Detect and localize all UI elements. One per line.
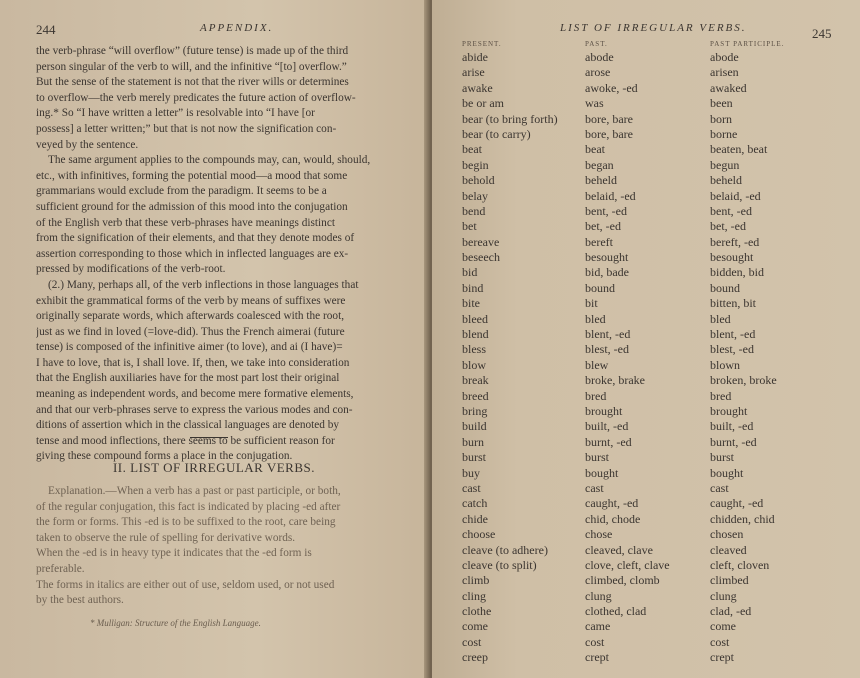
- text-line: pressed by modifications of the verb-root.: [36, 263, 226, 276]
- text-line: the form or forms. This -ed is to be suffixed to the root, care being: [36, 516, 336, 529]
- present-form: arise: [462, 65, 485, 80]
- present-form: bind: [462, 280, 484, 295]
- past-form: blent, -ed: [585, 327, 631, 342]
- text-line: taken to observe the rule of spelling for derivative words.: [36, 531, 296, 544]
- participle-form: bled: [710, 311, 731, 326]
- past-column: [585, 40, 715, 666]
- present-form: chide: [462, 511, 488, 526]
- left-page: [0, 0, 428, 678]
- participle-form: beaten, beat: [710, 142, 768, 157]
- past-form: blew: [585, 357, 609, 372]
- past-form: bereft: [585, 234, 613, 249]
- participle-form: borne: [710, 126, 738, 141]
- text-line: possess] a letter written;” but that is not now the signification con-: [36, 122, 337, 135]
- text-line: ditions of assertion which in the classical languages are denoted by: [36, 419, 340, 432]
- present-form: abide: [462, 50, 488, 64]
- present-form: blow: [462, 357, 486, 372]
- present-form: cast: [462, 480, 481, 495]
- present-form: behold: [462, 173, 495, 188]
- right-page: [432, 0, 860, 678]
- participle-form: been: [710, 96, 733, 111]
- participle-form: besought: [710, 250, 754, 265]
- text-line: The forms in italics are either out of use, seldom used, or not used: [36, 578, 335, 591]
- past-form: clothed, clad: [585, 604, 647, 619]
- running-head-left: APPENDIX.: [200, 22, 274, 34]
- past-form: bought: [585, 465, 619, 480]
- present-form: bid: [462, 265, 478, 280]
- past-form: caught, -ed: [585, 496, 639, 511]
- past-form: bent, -ed: [585, 203, 627, 218]
- text-line: The same argument applies to the compounds may, can, would, should,: [48, 154, 371, 167]
- past-form: chose: [585, 527, 613, 542]
- text-line: to overflow—the verb merely predicates the future action of overflow-: [36, 91, 356, 104]
- text-line: (2.) Many, perhaps all, of the verb inflections in those languages that: [48, 278, 359, 291]
- participle-form: crept: [710, 650, 734, 665]
- participle-form: bought: [710, 465, 744, 480]
- present-form: choose: [462, 527, 496, 542]
- text-line: originally separate words, which afterwards coalesced with the root,: [36, 310, 345, 323]
- present-form: climb: [462, 573, 490, 588]
- past-form: chid, chode: [585, 511, 641, 526]
- paragraph-2: [36, 153, 406, 278]
- participle-form: clung: [710, 588, 737, 603]
- present-form: be or am: [462, 96, 504, 111]
- past-form: bore, bare: [585, 111, 633, 126]
- participle-form: chidden, chid: [710, 511, 775, 526]
- participle-form: clad, -ed: [710, 604, 752, 619]
- present-form: begin: [462, 157, 489, 172]
- present-form: bend: [462, 203, 486, 218]
- present-form: cleave (to split): [462, 557, 537, 572]
- present-form: breed: [462, 388, 489, 403]
- present-form: bleed: [462, 311, 488, 326]
- present-form: creep: [462, 650, 488, 665]
- past-form: arose: [585, 65, 611, 80]
- text-line: the verb-phrase “will overflow” (future tense) is made up of the third: [36, 45, 349, 57]
- past-form: was: [585, 96, 604, 111]
- present-form: bring: [462, 403, 488, 418]
- footnote: * Mulligan: Structure of the English Language.: [90, 618, 261, 628]
- participle-form: bet, -ed: [710, 219, 746, 234]
- text-line: of the English verb that these verb-phrases have meanings distinct: [36, 216, 335, 229]
- present-form: build: [462, 419, 487, 434]
- past-form: climbed, clomb: [585, 573, 660, 588]
- past-form: burst: [585, 450, 609, 465]
- past-form: abode: [585, 50, 614, 64]
- past-form: bred: [585, 388, 607, 403]
- text-line: exhibit the grammatical forms of the verb by means of suffixes were: [36, 294, 346, 307]
- past-form: bore, bare: [585, 126, 633, 141]
- present-form: buy: [462, 465, 480, 480]
- past-form: blest, -ed: [585, 342, 629, 357]
- participle-form: awaked: [710, 80, 747, 95]
- participle-form: come: [710, 619, 736, 634]
- text-line: from the signification of their elements, and that they denote modes of: [36, 232, 355, 245]
- text-line: Explanation.—When a verb has a past or past participle, or both,: [48, 485, 341, 497]
- participle-list: [710, 50, 850, 666]
- text-line: tense and mood inflections, there seems to be sufficient reason for: [36, 434, 335, 447]
- participle-form: built, -ed: [710, 419, 754, 434]
- past-form: came: [585, 619, 611, 634]
- participle-form: bitten, bit: [710, 296, 756, 311]
- present-form: catch: [462, 496, 488, 511]
- past-form: clung: [585, 588, 612, 603]
- participle-form: caught, -ed: [710, 496, 764, 511]
- section-divider: [190, 437, 228, 438]
- past-form: crept: [585, 650, 609, 665]
- participle-form: born: [710, 111, 732, 126]
- participle-column: [710, 40, 850, 666]
- participle-form: blown: [710, 357, 740, 372]
- participle-form: blest, -ed: [710, 342, 754, 357]
- past-form: cast: [585, 480, 604, 495]
- present-form: bear (to carry): [462, 126, 531, 141]
- text-line: by the best authors.: [36, 594, 124, 607]
- past-form: built, -ed: [585, 419, 629, 434]
- past-form: bound: [585, 280, 615, 295]
- text-line: tense) is composed of the infinitive aimer (to love), and ai (I have)=: [36, 341, 343, 354]
- participle-form: bent, -ed: [710, 203, 752, 218]
- present-form: come: [462, 619, 488, 634]
- past-form: bid, bade: [585, 265, 629, 280]
- page-number-right: 245: [812, 26, 832, 41]
- present-form: bear (to bring forth): [462, 111, 558, 126]
- present-form: bite: [462, 296, 480, 311]
- text-line: of the regular conjugation, this fact is indicated by placing -ed after: [36, 500, 341, 513]
- present-form: burst: [462, 450, 486, 465]
- present-form: belay: [462, 188, 488, 203]
- present-form: burn: [462, 434, 484, 449]
- participle-form: arisen: [710, 65, 739, 80]
- text-line: person singular of the verb to will, and the infinitive “[to] overflow.”: [36, 60, 347, 73]
- present-form: bless: [462, 342, 486, 357]
- past-form: bled: [585, 311, 606, 326]
- past-form: burnt, -ed: [585, 434, 632, 449]
- participle-form: burnt, -ed: [710, 434, 757, 449]
- page-number-left: 244: [36, 22, 56, 37]
- past-form: beheld: [585, 173, 617, 188]
- participle-form: cleft, cloven: [710, 557, 770, 572]
- explanation: [36, 484, 406, 609]
- participle-form: abode: [710, 50, 739, 64]
- present-form: cling: [462, 588, 486, 603]
- text-line: sufficient ground for the admission of this mood into the conjugation: [36, 200, 348, 213]
- past-form: clove, cleft, clave: [585, 557, 670, 572]
- text-line: When the -ed is in heavy type it indicates that the -ed form is: [36, 547, 312, 560]
- text-line: meaning as independent words, and become mere formative elements,: [36, 388, 354, 401]
- participle-form: climbed: [710, 573, 749, 588]
- explanation-text: [36, 484, 406, 609]
- text-line: that the English auxiliaries have for the most part lost their original: [36, 372, 340, 385]
- paragraph-1: [36, 44, 406, 153]
- participle-form: bound: [710, 280, 740, 295]
- text-line: veyed by the sentence.: [36, 138, 139, 151]
- past-form: cleaved, clave: [585, 542, 653, 557]
- past-form: belaid, -ed: [585, 188, 636, 203]
- past-form: cost: [585, 634, 605, 649]
- participle-form: beheld: [710, 173, 742, 188]
- present-header: PRESENT.: [462, 40, 502, 48]
- participle-form: belaid, -ed: [710, 188, 761, 203]
- text-line: just as we find in loved (=love-did). Thus the French aimerai (future: [36, 325, 345, 338]
- present-form: break: [462, 373, 489, 388]
- running-head-right: LIST OF IRREGULAR VERBS.: [560, 22, 747, 34]
- past-form: began: [585, 157, 614, 172]
- past-form: bet, -ed: [585, 219, 621, 234]
- present-form: cost: [462, 634, 482, 649]
- participle-form: broken, broke: [710, 373, 777, 388]
- past-list: [585, 50, 715, 666]
- text-line: But the sense of the statement is not that the river wills or determines: [36, 76, 349, 89]
- text-line: I have to love, that is, I shall love. If, then, we take into consideration: [36, 356, 350, 369]
- text-line: assertion corresponding to those which in inflected languages are ex-: [36, 247, 349, 260]
- past-form: awoke, -ed: [585, 80, 638, 95]
- past-form: brought: [585, 403, 623, 418]
- present-form: clothe: [462, 604, 492, 619]
- participle-header: PAST PARTICIPLE.: [710, 40, 785, 48]
- present-form: beat: [462, 142, 482, 157]
- past-form: besought: [585, 250, 629, 265]
- participle-form: burst: [710, 450, 734, 465]
- past-form: beat: [585, 142, 605, 157]
- body-text: [36, 44, 406, 465]
- participle-form: begun: [710, 157, 740, 172]
- past-form: broke, brake: [585, 373, 645, 388]
- participle-form: cleaved: [710, 542, 747, 557]
- participle-form: bred: [710, 388, 732, 403]
- text-line: ing.* So “I have written a letter” is resolvable into “I have [or: [36, 107, 315, 120]
- participle-form: chosen: [710, 527, 744, 542]
- participle-form: bereft, -ed: [710, 234, 760, 249]
- participle-form: cast: [710, 480, 729, 495]
- present-form: beseech: [462, 250, 500, 265]
- text-line: grammarians would exclude from the paradigm. It seems to be a: [36, 185, 327, 198]
- text-line: etc., with infinitives, forming the potential mood—a mood that some: [36, 169, 348, 182]
- section-title: II. LIST OF IRREGULAR VERBS.: [112, 460, 316, 475]
- text-line: and that our verb-phrases serve to express the various modes and con-: [36, 403, 353, 416]
- present-form: awake: [462, 80, 493, 95]
- participle-form: blent, -ed: [710, 327, 756, 342]
- present-form: bereave: [462, 234, 500, 249]
- present-list: [462, 50, 592, 666]
- present-form: blend: [462, 327, 489, 342]
- past-form: bit: [585, 296, 598, 311]
- text-line: preferable.: [36, 562, 85, 575]
- text-line: giving these compound forms a place in the conjugation.: [36, 450, 293, 463]
- past-header: PAST.: [585, 40, 608, 48]
- participle-form: brought: [710, 403, 748, 418]
- present-column: [462, 40, 592, 666]
- present-form: cleave (to adhere): [462, 542, 548, 557]
- participle-form: bidden, bid: [710, 265, 764, 280]
- present-form: bet: [462, 219, 477, 234]
- participle-form: cost: [710, 634, 730, 649]
